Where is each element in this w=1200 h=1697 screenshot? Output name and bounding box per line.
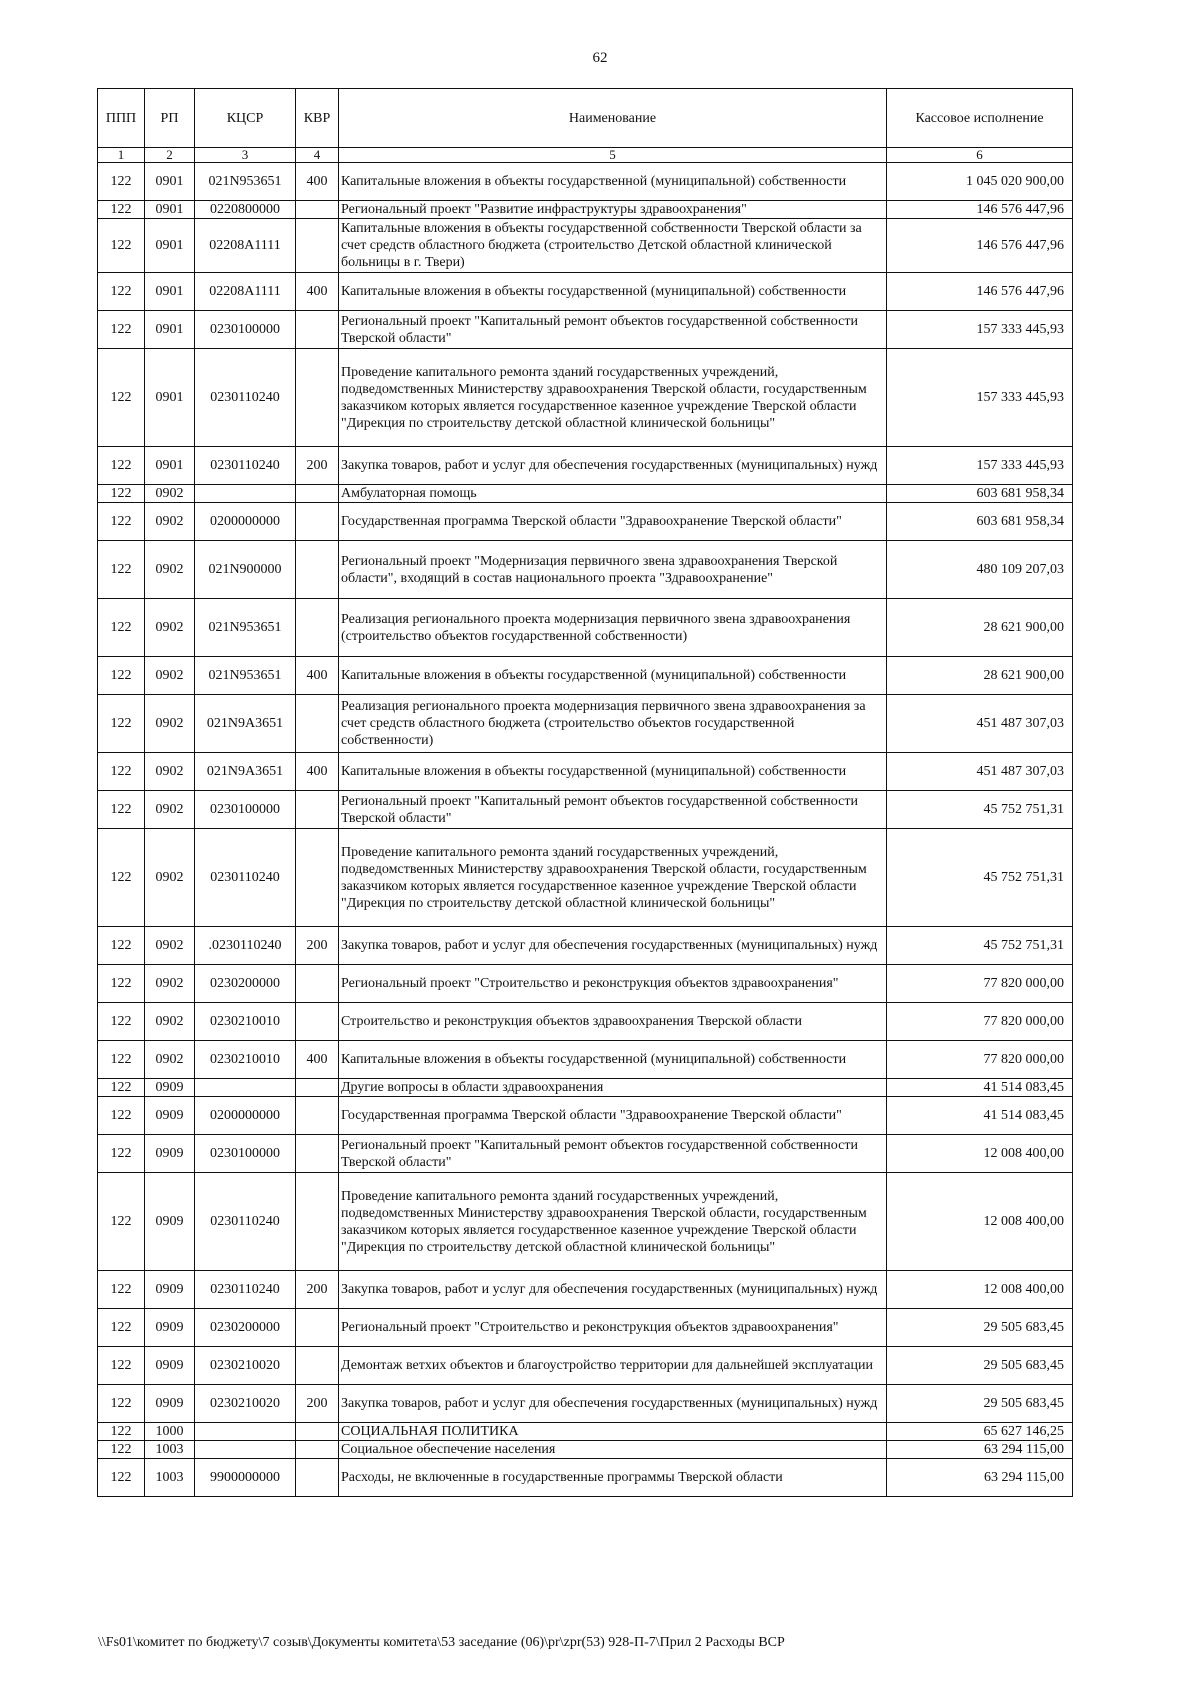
cell-kvr: 200	[296, 1271, 339, 1309]
cell-kcsr: .0230110240	[195, 927, 296, 965]
cell-amount: 41 514 083,45	[887, 1079, 1073, 1097]
cell-name: Другие вопросы в области здравоохранения	[339, 1079, 887, 1097]
table-row	[98, 273, 1073, 311]
page-number: 62	[592, 50, 608, 66]
table-row	[98, 1347, 1073, 1385]
cell-ppp: 122	[98, 201, 145, 219]
cell-kcsr: 0230200000	[195, 1309, 296, 1347]
cell-name: Реализация регионального проекта модернизация первичного звена здравоохранения (строительство объектов государственной собственности)	[339, 599, 887, 657]
cell-name: Проведение капитального ремонта зданий государственных учреждений, подведомственных Министерству здравоохранения Тверской области, государственным заказчиком которых является государственное казенное учреждение Тверской области "Дирекция по строительству детской областной клинической больницы"	[339, 1173, 887, 1271]
cell-kcsr: 0230100000	[195, 311, 296, 349]
table-row	[98, 1003, 1073, 1041]
cell-kvr	[296, 1003, 339, 1041]
column-number: 3	[195, 148, 296, 163]
cell-amount: 146 576 447,96	[887, 273, 1073, 311]
cell-rp: 0902	[145, 829, 195, 927]
cell-name: Строительство и реконструкция объектов здравоохранения Тверской области	[339, 1003, 887, 1041]
cell-kvr	[296, 1097, 339, 1135]
cell-rp: 1003	[145, 1459, 195, 1497]
cell-kcsr: 02208A1111	[195, 219, 296, 273]
cell-amount: 29 505 683,45	[887, 1309, 1073, 1347]
cell-amount: 77 820 000,00	[887, 1003, 1073, 1041]
cell-amount: 1 045 020 900,00	[887, 163, 1073, 201]
cell-kvr: 400	[296, 753, 339, 791]
cell-ppp: 122	[98, 1423, 145, 1441]
cell-amount: 146 576 447,96	[887, 201, 1073, 219]
cell-rp: 0909	[145, 1097, 195, 1135]
cell-amount: 12 008 400,00	[887, 1173, 1073, 1271]
cell-ppp: 122	[98, 791, 145, 829]
cell-ppp: 122	[98, 311, 145, 349]
cell-rp: 0901	[145, 311, 195, 349]
table-row	[98, 1441, 1073, 1459]
cell-kvr: 400	[296, 163, 339, 201]
column-number: 5	[339, 148, 887, 163]
cell-name: Государственная программа Тверской области "Здравоохранение Тверской области"	[339, 503, 887, 541]
cell-ppp: 122	[98, 829, 145, 927]
cell-kvr	[296, 1079, 339, 1097]
cell-kcsr	[195, 485, 296, 503]
table-row	[98, 541, 1073, 599]
cell-rp: 0909	[145, 1271, 195, 1309]
cell-amount: 28 621 900,00	[887, 657, 1073, 695]
cell-ppp: 122	[98, 927, 145, 965]
table-row	[98, 1097, 1073, 1135]
cell-ppp: 122	[98, 1135, 145, 1173]
cell-name: Демонтаж ветхих объектов и благоустройство территории для дальнейшей эксплуатации	[339, 1347, 887, 1385]
cell-amount: 451 487 307,03	[887, 753, 1073, 791]
cell-ppp: 122	[98, 163, 145, 201]
cell-kvr: 200	[296, 927, 339, 965]
table-row	[98, 1459, 1073, 1497]
cell-kvr: 400	[296, 1041, 339, 1079]
cell-amount: 603 681 958,34	[887, 503, 1073, 541]
table-body	[98, 148, 1073, 1497]
cell-amount: 29 505 683,45	[887, 1385, 1073, 1423]
cell-amount: 77 820 000,00	[887, 1041, 1073, 1079]
cell-kcsr: 0230110240	[195, 349, 296, 447]
cell-ppp: 122	[98, 965, 145, 1003]
cell-rp: 0902	[145, 1041, 195, 1079]
cell-name: Закупка товаров, работ и услуг для обеспечения государственных (муниципальных) нужд	[339, 1271, 887, 1309]
table-row	[98, 695, 1073, 753]
cell-name: Капитальные вложения в объекты государственной (муниципальной) собственности	[339, 273, 887, 311]
cell-kcsr: 021N953651	[195, 599, 296, 657]
cell-name: Региональный проект "Строительство и реконструкция объектов здравоохранения"	[339, 965, 887, 1003]
cell-ppp: 122	[98, 273, 145, 311]
cell-rp: 0902	[145, 753, 195, 791]
cell-kcsr: 0230210010	[195, 1041, 296, 1079]
cell-kvr	[296, 541, 339, 599]
cell-kvr: 400	[296, 657, 339, 695]
cell-kcsr: 0200000000	[195, 1097, 296, 1135]
cell-amount: 45 752 751,31	[887, 829, 1073, 927]
cell-name: Региональный проект "Модернизация первичного звена здравоохранения Тверской области", входящий в состав национального проекта "Здравоохранение"	[339, 541, 887, 599]
budget-table	[97, 88, 1073, 1497]
cell-kvr	[296, 201, 339, 219]
table-header-row	[98, 89, 1073, 148]
column-number: 6	[887, 148, 1073, 163]
cell-amount: 29 505 683,45	[887, 1347, 1073, 1385]
cell-kcsr: 0230100000	[195, 1135, 296, 1173]
cell-amount: 41 514 083,45	[887, 1097, 1073, 1135]
table-row	[98, 657, 1073, 695]
cell-kcsr: 021N900000	[195, 541, 296, 599]
cell-amount: 65 627 146,25	[887, 1423, 1073, 1441]
cell-kvr: 200	[296, 447, 339, 485]
cell-name: Капитальные вложения в объекты государственной (муниципальной) собственности	[339, 753, 887, 791]
cell-kvr	[296, 695, 339, 753]
cell-ppp: 122	[98, 1347, 145, 1385]
cell-rp: 0901	[145, 219, 195, 273]
cell-kcsr: 021N953651	[195, 657, 296, 695]
cell-kcsr: 0230110240	[195, 1271, 296, 1309]
cell-rp: 0901	[145, 201, 195, 219]
cell-amount: 157 333 445,93	[887, 447, 1073, 485]
cell-rp: 0909	[145, 1347, 195, 1385]
cell-amount: 12 008 400,00	[887, 1271, 1073, 1309]
table-row	[98, 965, 1073, 1003]
cell-ppp: 122	[98, 695, 145, 753]
cell-amount: 12 008 400,00	[887, 1135, 1073, 1173]
cell-kcsr: 0220800000	[195, 201, 296, 219]
cell-rp: 0902	[145, 1003, 195, 1041]
cell-name: Закупка товаров, работ и услуг для обеспечения государственных (муниципальных) нужд	[339, 1385, 887, 1423]
table-row	[98, 1135, 1073, 1173]
cell-amount: 157 333 445,93	[887, 349, 1073, 447]
cell-ppp: 122	[98, 503, 145, 541]
cell-kvr	[296, 1173, 339, 1271]
cell-kvr: 200	[296, 1385, 339, 1423]
cell-ppp: 122	[98, 1079, 145, 1097]
cell-name: Проведение капитального ремонта зданий государственных учреждений, подведомственных Министерству здравоохранения Тверской области, государственным заказчиком которых является государственное казенное учреждение Тверской области "Дирекция по строительству детской областной клинической больницы"	[339, 829, 887, 927]
cell-rp: 0909	[145, 1135, 195, 1173]
cell-name: Региональный проект "Строительство и реконструкция объектов здравоохранения"	[339, 1309, 887, 1347]
cell-name: Капитальные вложения в объекты государственной собственности Тверской области за счет средств областного бюджета (строительство Детской областной клинической больницы в г. Твери)	[339, 219, 887, 273]
cell-ppp: 122	[98, 349, 145, 447]
cell-kvr	[296, 349, 339, 447]
cell-name: Государственная программа Тверской области "Здравоохранение Тверской области"	[339, 1097, 887, 1135]
cell-name: Амбулаторная помощь	[339, 485, 887, 503]
cell-kcsr: 0230200000	[195, 965, 296, 1003]
cell-kcsr	[195, 1079, 296, 1097]
table-row	[98, 1041, 1073, 1079]
cell-rp: 0909	[145, 1385, 195, 1423]
cell-name: Капитальные вложения в объекты государственной (муниципальной) собственности	[339, 1041, 887, 1079]
cell-kvr	[296, 311, 339, 349]
cell-ppp: 122	[98, 1097, 145, 1135]
header-rp: РП	[145, 89, 195, 148]
header-kvr: КВР	[296, 89, 339, 148]
cell-rp: 0902	[145, 485, 195, 503]
cell-rp: 0901	[145, 349, 195, 447]
header-kcsr: КЦСР	[195, 89, 296, 148]
column-number: 2	[145, 148, 195, 163]
cell-rp: 0901	[145, 273, 195, 311]
cell-ppp: 122	[98, 1309, 145, 1347]
cell-amount: 157 333 445,93	[887, 311, 1073, 349]
footer-file-path: \\Fs01\комитет по бюджету\7 созыв\Документы комитета\53 заседание (06)\pr\zpr(53) 928-П-7\Прил 2 Расходы ВСР	[98, 1635, 785, 1650]
header-ppp: ППП	[98, 89, 145, 148]
cell-ppp: 122	[98, 1271, 145, 1309]
cell-kcsr: 0230210010	[195, 1003, 296, 1041]
cell-rp: 1003	[145, 1441, 195, 1459]
cell-name: Расходы, не включенные в государственные программы Тверской области	[339, 1459, 887, 1497]
cell-rp: 0902	[145, 927, 195, 965]
cell-ppp: 122	[98, 599, 145, 657]
cell-name: Региональный проект "Капитальный ремонт объектов государственной собственности Тверской области"	[339, 311, 887, 349]
cell-kvr	[296, 599, 339, 657]
cell-amount: 45 752 751,31	[887, 791, 1073, 829]
cell-ppp: 122	[98, 1441, 145, 1459]
cell-name: Социальное обеспечение населения	[339, 1441, 887, 1459]
cell-rp: 0901	[145, 447, 195, 485]
table-row	[98, 753, 1073, 791]
cell-ppp: 122	[98, 657, 145, 695]
cell-kvr	[296, 1441, 339, 1459]
cell-rp: 0902	[145, 965, 195, 1003]
cell-kcsr: 0230210020	[195, 1385, 296, 1423]
column-number: 4	[296, 148, 339, 163]
table-row	[98, 927, 1073, 965]
cell-rp: 0902	[145, 657, 195, 695]
cell-kvr	[296, 1459, 339, 1497]
table-row	[98, 1173, 1073, 1271]
cell-kcsr: 02208A1111	[195, 273, 296, 311]
cell-ppp: 122	[98, 1173, 145, 1271]
cell-rp: 0901	[145, 163, 195, 201]
cell-name: Региональный проект "Развитие инфраструктуры здравоохранения"	[339, 201, 887, 219]
cell-kvr	[296, 503, 339, 541]
table-row	[98, 1079, 1073, 1097]
cell-amount: 63 294 115,00	[887, 1441, 1073, 1459]
cell-rp: 1000	[145, 1423, 195, 1441]
table-row	[98, 201, 1073, 219]
cell-name: Капитальные вложения в объекты государственной (муниципальной) собственности	[339, 163, 887, 201]
table-row	[98, 349, 1073, 447]
cell-name: Региональный проект "Капитальный ремонт объектов государственной собственности Тверской области"	[339, 1135, 887, 1173]
cell-ppp: 122	[98, 753, 145, 791]
cell-amount: 480 109 207,03	[887, 541, 1073, 599]
cell-kvr	[296, 1423, 339, 1441]
table-row	[98, 599, 1073, 657]
cell-ppp: 122	[98, 447, 145, 485]
cell-name: Региональный проект "Капитальный ремонт объектов государственной собственности Тверской области"	[339, 791, 887, 829]
cell-kcsr: 021N953651	[195, 163, 296, 201]
table-row	[98, 485, 1073, 503]
cell-kcsr: 0200000000	[195, 503, 296, 541]
cell-kvr	[296, 1347, 339, 1385]
table-row	[98, 447, 1073, 485]
cell-ppp: 122	[98, 219, 145, 273]
cell-rp: 0909	[145, 1309, 195, 1347]
cell-ppp: 122	[98, 541, 145, 599]
cell-name: Капитальные вложения в объекты государственной (муниципальной) собственности	[339, 657, 887, 695]
cell-rp: 0902	[145, 695, 195, 753]
table-row	[98, 1423, 1073, 1441]
cell-kcsr: 0230210020	[195, 1347, 296, 1385]
cell-kcsr	[195, 1441, 296, 1459]
cell-rp: 0909	[145, 1173, 195, 1271]
cell-rp: 0902	[145, 503, 195, 541]
cell-rp: 0902	[145, 599, 195, 657]
cell-rp: 0902	[145, 541, 195, 599]
cell-rp: 0902	[145, 791, 195, 829]
cell-amount: 451 487 307,03	[887, 695, 1073, 753]
cell-ppp: 122	[98, 1003, 145, 1041]
cell-name: Закупка товаров, работ и услуг для обеспечения государственных (муниципальных) нужд	[339, 447, 887, 485]
header-name: Наименование	[339, 89, 887, 148]
cell-kvr	[296, 1309, 339, 1347]
table-row	[98, 791, 1073, 829]
column-number: 1	[98, 148, 145, 163]
cell-amount: 45 752 751,31	[887, 927, 1073, 965]
cell-name: СОЦИАЛЬНАЯ ПОЛИТИКА	[339, 1423, 887, 1441]
cell-kcsr: 0230100000	[195, 791, 296, 829]
cell-kvr	[296, 791, 339, 829]
cell-kcsr: 021N9A3651	[195, 695, 296, 753]
table-row	[98, 311, 1073, 349]
cell-kcsr	[195, 1423, 296, 1441]
cell-kcsr: 021N9A3651	[195, 753, 296, 791]
table-row	[98, 1385, 1073, 1423]
cell-kcsr: 9900000000	[195, 1459, 296, 1497]
cell-kcsr: 0230110240	[195, 829, 296, 927]
cell-kvr	[296, 1135, 339, 1173]
table-row	[98, 503, 1073, 541]
table-row	[98, 829, 1073, 927]
cell-name: Закупка товаров, работ и услуг для обеспечения государственных (муниципальных) нужд	[339, 927, 887, 965]
cell-kvr	[296, 829, 339, 927]
cell-name: Проведение капитального ремонта зданий государственных учреждений, подведомственных Министерству здравоохранения Тверской области, государственным заказчиком которых является государственное казенное учреждение Тверской области "Дирекция по строительству детской областной клинической больницы"	[339, 349, 887, 447]
header-amount: Кассовое исполнение	[887, 89, 1073, 148]
cell-kcsr: 0230110240	[195, 447, 296, 485]
cell-ppp: 122	[98, 1385, 145, 1423]
cell-amount: 603 681 958,34	[887, 485, 1073, 503]
table-row	[98, 1309, 1073, 1347]
cell-kvr	[296, 219, 339, 273]
column-number-row	[98, 148, 1073, 163]
cell-kvr	[296, 965, 339, 1003]
table-row	[98, 219, 1073, 273]
cell-rp: 0909	[145, 1079, 195, 1097]
cell-amount: 77 820 000,00	[887, 965, 1073, 1003]
cell-amount: 28 621 900,00	[887, 599, 1073, 657]
cell-kvr	[296, 485, 339, 503]
cell-amount: 146 576 447,96	[887, 219, 1073, 273]
cell-kcsr: 0230110240	[195, 1173, 296, 1271]
table-row	[98, 1271, 1073, 1309]
cell-kvr: 400	[296, 273, 339, 311]
cell-ppp: 122	[98, 1041, 145, 1079]
cell-amount: 63 294 115,00	[887, 1459, 1073, 1497]
table-row	[98, 163, 1073, 201]
cell-ppp: 122	[98, 485, 145, 503]
cell-name: Реализация регионального проекта модернизация первичного звена здравоохранения за счет средств областного бюджета (строительство объектов государственной собственности)	[339, 695, 887, 753]
cell-ppp: 122	[98, 1459, 145, 1497]
